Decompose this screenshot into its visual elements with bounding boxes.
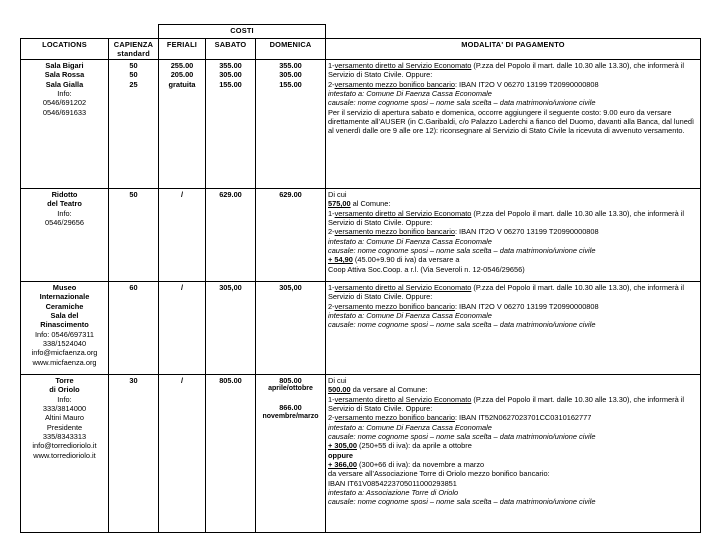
- header-spacer-modalita: [326, 25, 701, 39]
- payment-text: (250+55 di iva): da aprile a ottobre: [356, 441, 472, 451]
- location-info-label: Info:: [57, 394, 72, 404]
- feriali-value: gratuita: [168, 79, 196, 89]
- sabato-value: 305,00: [219, 283, 242, 293]
- payment-line: [328, 190, 698, 199]
- payment-line-marker: 2-: [328, 301, 335, 311]
- table-row: [21, 60, 701, 189]
- payment-text: versamento diretto al Servizio Economato: [334, 61, 472, 71]
- location-name: Torre: [55, 376, 74, 386]
- payment-line: [328, 451, 698, 460]
- domenica-value: 355.00: [279, 61, 302, 71]
- payment-text: + 54,90: [328, 255, 353, 265]
- cell-location: [21, 375, 109, 533]
- payment-line: [328, 469, 698, 478]
- cell-capienza: [109, 60, 159, 189]
- location-name: Museo: [52, 283, 77, 293]
- payment-line: [328, 423, 698, 432]
- table-body: [21, 60, 701, 533]
- domenica-value: 305.00: [279, 70, 302, 80]
- cell-location: [21, 189, 109, 282]
- payment-line: [328, 246, 698, 255]
- payment-text: intestato a: Comune Di Faenza Cassa Economale: [328, 236, 492, 246]
- cell-feriali: [159, 60, 206, 189]
- header-spacer-locations: [21, 25, 109, 39]
- payment-text: versamento diretto al Servizio Economato: [334, 283, 472, 293]
- payment-line: [328, 413, 698, 422]
- sabato-value: 305.00: [219, 70, 242, 80]
- payment-line: [328, 227, 698, 236]
- domenica-value: 155.00: [279, 79, 302, 89]
- location-contact: 338/1524040: [42, 339, 87, 349]
- payment-text: Per il servizio di apertura sabato e domenica, occorre aggiungere il seguente costo: 9.00 euro da versare direttamente all’AUSER (in C.Garibaldi, c/o Palazzo Laderchi a fianco del Duomo, davanti alla Banca, dal lunedì al venerdì dalle ore 9 alle ore 12): riconsegnare al Servizio di Stato Civile la ricevuta di avvenuto versamento.: [328, 107, 695, 136]
- payment-text: intestato a: Comune Di Faenza Cassa Economale: [328, 89, 492, 99]
- payment-text: : IBAN IT2O V 06270 13199 T20990000808: [454, 301, 599, 311]
- payment-line: [328, 385, 698, 394]
- location-name: Sala Rossa: [44, 70, 85, 80]
- domenica-value-alt: 866.00: [279, 403, 302, 413]
- table-header: [21, 25, 701, 60]
- column-header-locations: LOCATIONS: [21, 38, 109, 60]
- column-header-domenica: DOMENICA: [256, 38, 326, 60]
- header-row-group: [21, 25, 701, 39]
- cell-modalita-pagamento: [326, 60, 701, 189]
- payment-line: [328, 89, 698, 98]
- payment-text: al Comune:: [350, 199, 391, 209]
- payment-text: (P.zza del Popolo il mart. dalle 10.30 alle 13.30), che informerà il Servizio di Stato Civile. Oppure:: [328, 61, 685, 80]
- payment-text: (300+66 di iva): da novembre a marzo: [356, 460, 485, 470]
- table-row: [21, 375, 701, 533]
- location-name: Internazionale: [39, 292, 90, 302]
- payment-text: versamento mezzo bonifico bancario: [334, 227, 455, 237]
- payment-line: [328, 395, 698, 414]
- payment-line: [328, 320, 698, 329]
- payment-text: Di cui: [328, 376, 347, 386]
- payment-line: [328, 479, 698, 488]
- payment-text: : IBAN IT52N0627023701CC0310162777: [454, 413, 592, 423]
- capienza-value: 25: [129, 79, 138, 89]
- payment-text: intestato a: Comune Di Faenza Cassa Economale: [328, 311, 492, 321]
- location-contact: Altini Mauro: [44, 413, 85, 423]
- cell-sabato: [206, 60, 256, 189]
- location-contact: www.torredioriolo.it: [33, 450, 96, 460]
- payment-text: causale: nome cognome sposi – nome sala scelta – data matrimonio/unione civile: [328, 432, 596, 442]
- sabato-value: 805.00: [219, 376, 242, 386]
- payment-text: IBAN IT61V0854223705011000293851: [328, 478, 457, 488]
- payment-text: versamento diretto al Servizio Economato: [334, 394, 472, 404]
- location-name: Ridotto: [51, 190, 78, 200]
- cell-domenica: [256, 189, 326, 282]
- location-info-label: Info:: [57, 89, 72, 99]
- location-contact: info@micfaenza.org: [31, 348, 98, 358]
- cell-location: [21, 60, 109, 189]
- sabato-value: 629.00: [219, 190, 242, 200]
- column-header-feriali: FERIALI: [159, 38, 206, 60]
- domenica-season-note-alt: novembre/marzo: [262, 412, 319, 420]
- capienza-value: 30: [129, 376, 138, 386]
- location-name: Sala del: [50, 311, 79, 321]
- cell-feriali: [159, 282, 206, 375]
- cell-location: [21, 282, 109, 375]
- payment-text: (45.00+9.90 di iva) da versare a: [352, 255, 460, 265]
- capienza-value: 50: [129, 70, 138, 80]
- payment-text: causale: nome cognome sposi – nome sala scelta – data matrimonio/unione civile: [328, 320, 596, 330]
- cell-capienza: [109, 375, 159, 533]
- location-info-label: Info:: [57, 208, 72, 218]
- payment-line-marker: 2-: [328, 79, 335, 89]
- feriali-value: /: [180, 376, 184, 386]
- column-header-capienza: [109, 38, 159, 60]
- location-contact: Presidente: [46, 422, 83, 432]
- payment-text: causale: nome cognome sposi – nome sala scelta – data matrimonio/unione civile: [328, 98, 596, 108]
- location-contact: info@torredioriolo.it: [32, 441, 97, 451]
- payment-line-marker: 1-: [328, 283, 335, 293]
- location-name: Rinascimento: [40, 320, 89, 330]
- capienza-value: 50: [129, 190, 138, 200]
- payment-text: 500.00: [328, 385, 351, 395]
- feriali-value: 255.00: [170, 61, 194, 71]
- payment-line: [328, 432, 698, 441]
- payment-line: [328, 488, 698, 497]
- domenica-season-note: aprile/ottobre: [268, 385, 313, 393]
- payment-line: [328, 237, 698, 246]
- payment-text: (P.zza del Popolo il mart. dalle 10.30 alle 13.30), che informerà il Servizio di Stato Civile. Oppure:: [328, 283, 685, 302]
- payment-text: versamento diretto al Servizio Economato: [334, 208, 472, 218]
- payment-line-marker: 1-: [328, 394, 335, 404]
- payment-text: versamento mezzo bonifico bancario: [334, 301, 455, 311]
- payment-line: [328, 108, 698, 136]
- payment-line: [328, 460, 698, 469]
- column-header-sabato: SABATO: [206, 38, 256, 60]
- capienza-label-line1: CAPIENZA: [113, 39, 154, 49]
- payment-line: [328, 441, 698, 450]
- domenica-value: 629.00: [279, 190, 302, 200]
- payment-line-marker: 1-: [328, 208, 335, 218]
- payment-text: + 305,00: [328, 441, 357, 451]
- table-row: [21, 189, 701, 282]
- sabato-value: 155.00: [219, 79, 242, 89]
- payment-text: intestato a: Associazione Torre di Oriolo: [328, 488, 459, 498]
- payment-text: da versare al Comune:: [350, 385, 428, 395]
- feriali-value: /: [180, 190, 184, 200]
- payment-text: versamento mezzo bonifico bancario: [334, 413, 455, 423]
- location-name: Sala Bigari: [45, 61, 84, 71]
- cell-feriali: [159, 375, 206, 533]
- location-contact: www.micfaenza.org: [32, 357, 97, 367]
- cell-modalita-pagamento: [326, 375, 701, 533]
- location-info-label: Info: 0546/697311: [34, 329, 95, 339]
- payment-text: + 366,00: [328, 460, 357, 470]
- location-name: Sala Gialla: [45, 79, 84, 89]
- payment-line: [328, 255, 698, 264]
- capienza-label-line2: standard: [117, 48, 150, 58]
- payment-line-marker: 2-: [328, 227, 335, 237]
- domenica-value: 305,00: [279, 283, 302, 293]
- payment-line: [328, 283, 698, 302]
- cell-modalita-pagamento: [326, 189, 701, 282]
- payment-text: Coop Attiva Soc.Coop. a r.l. (Via Severoli n. 12-0546/29656): [328, 264, 525, 274]
- payment-text: (P.zza del Popolo il mart. dalle 10.30 alle 13.30), che informerà il Servizio di Stato Civile. Oppure:: [328, 394, 685, 414]
- payment-text: Di cui: [328, 190, 347, 200]
- location-contact: 0546/691202: [42, 98, 87, 108]
- payment-text: : IBAN IT2O V 06270 13199 T20990000808: [454, 227, 599, 237]
- cell-capienza: [109, 189, 159, 282]
- column-header-modalita: MODALITA' DI PAGAMENTO: [326, 38, 701, 60]
- capienza-value: 60: [129, 283, 138, 293]
- location-contact: 0546/691633: [42, 107, 87, 117]
- cell-sabato: [206, 375, 256, 533]
- payment-text: intestato a: Comune Di Faenza Cassa Economale: [328, 422, 492, 432]
- location-contact: 333/3814000: [42, 404, 87, 414]
- domenica-value: 805.00: [279, 376, 302, 386]
- header-spacer-capienza: [109, 25, 159, 39]
- payment-text: 575,00: [328, 199, 351, 209]
- payment-line: [328, 376, 698, 385]
- header-group-costi: COSTI: [159, 25, 326, 39]
- location-name: del Teatro: [47, 199, 82, 209]
- payment-line: [328, 302, 698, 311]
- payment-line: [328, 98, 698, 107]
- sabato-value: 355.00: [219, 61, 242, 71]
- pricing-table: [20, 24, 701, 533]
- feriali-value: 205.00: [170, 70, 194, 80]
- payment-text: oppure: [328, 450, 354, 460]
- payment-text: da versare all’Associazione Torre di Oriolo mezzo bonifico bancario:: [328, 469, 550, 479]
- location-name: di Oriolo: [49, 385, 80, 395]
- capienza-value: 50: [129, 61, 138, 71]
- payment-line: [328, 199, 698, 208]
- payment-text: : IBAN IT2O V 06270 13199 T20990000808: [454, 79, 599, 89]
- payment-line-marker: 1-: [328, 61, 335, 71]
- location-name: Ceramiche: [45, 301, 84, 311]
- cell-feriali: [159, 189, 206, 282]
- payment-line: [328, 265, 698, 274]
- location-contact: 0546/29656: [44, 218, 85, 228]
- cell-domenica: [256, 375, 326, 533]
- payment-line: [328, 61, 698, 80]
- payment-line: [328, 311, 698, 320]
- cell-sabato: [206, 282, 256, 375]
- header-row-columns: [21, 38, 701, 60]
- table-row: [21, 282, 701, 375]
- payment-text: versamento mezzo bonifico bancario: [334, 79, 455, 89]
- payment-text: causale: nome cognome sposi – nome sala scelta – data matrimonio/unione civile: [328, 246, 596, 256]
- payment-line-marker: 2-: [328, 413, 335, 423]
- cell-capienza: [109, 282, 159, 375]
- payment-text: causale: nome cognome sposi – nome sala scelta – data matrimonio/unione civile: [328, 497, 596, 507]
- payment-text: (P.zza del Popolo il mart. dalle 10.30 alle 13.30), che informerà il Servizio di Stato Civile. Oppure:: [328, 208, 685, 228]
- location-contact: 335/8343313: [42, 432, 87, 442]
- cell-domenica: [256, 282, 326, 375]
- cell-sabato: [206, 189, 256, 282]
- domenica-spacer: [258, 394, 323, 403]
- cell-domenica: [256, 60, 326, 189]
- cell-modalita-pagamento: [326, 282, 701, 375]
- payment-line: [328, 497, 698, 506]
- feriali-value: /: [180, 283, 184, 293]
- payment-line: [328, 80, 698, 89]
- payment-line: [328, 209, 698, 228]
